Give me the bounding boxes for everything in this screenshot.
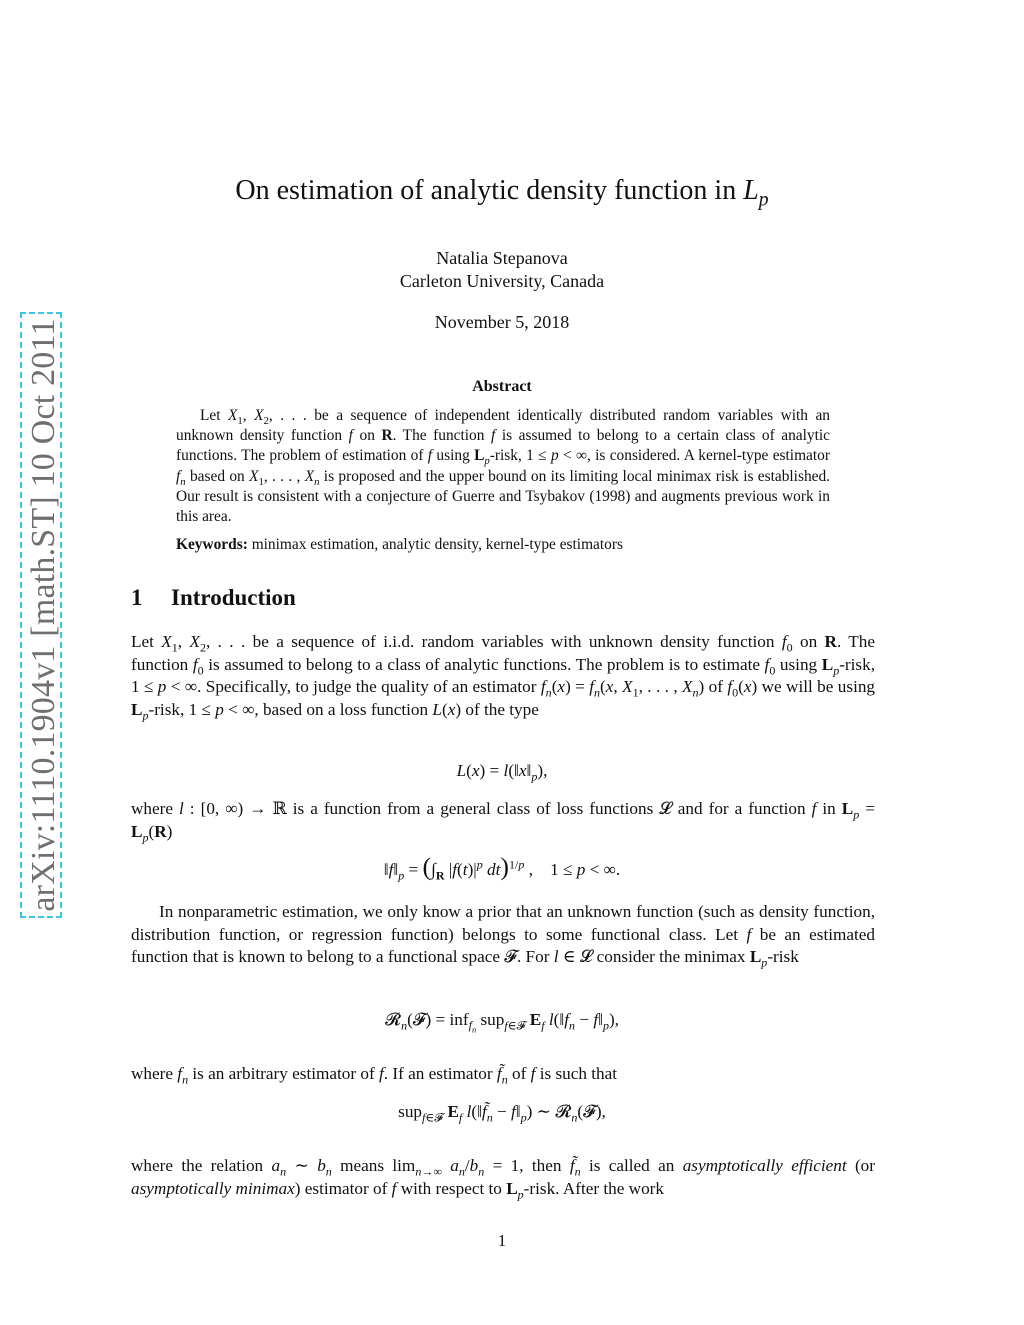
affiliation: Carleton University, Canada [399,271,605,291]
paper-date: November 5, 2018 [434,312,570,332]
abstract-body [176,406,830,527]
paragraph-text: In nonparametric estimation, we only know a prior that an unknown function (such as density function, distribution function, or regression function) belongs to some functional class. Let f be an estimated function that is known to belong to a functional space 𝓕. For l ∈ 𝓛 consider the minimax $L_p$-risk [131,902,875,970]
intro-paragraph-5 [131,1155,875,1200]
title-subscript: p [758,189,769,211]
intro-paragraph-4 [131,1063,875,1086]
section-heading [131,585,296,611]
abstract-text: Let $X_1$, $X_2$, . . . be a sequence of independent identically distributed random variables with an unknown density function f on R. The function f is assumed to belong to a certain class of analytic functions. The problem of estimation of f using $L_p$-risk, 1 ≤ p < ∞, is considered. A kernel-type estimator $f_n$ based on $X_1$, . . . , $X_n$ is proposed and the upper bound on its limiting local minimax risk is established. Our result is consistent with a conjecture of Guerre and Tsybakov (1998) and augments previous work in this area. [176,407,831,526]
keywords-label: Keywords: [176,536,248,553]
paragraph-text: where $f_n$ is an arbitrary estimator of f. If an estimator $f̃_n$ of f is such that [131,1064,618,1087]
intro-paragraph-1 [131,631,875,721]
title-symbol: L [743,175,759,206]
page-number: 1 [497,1231,507,1250]
arxiv-stamp: arXiv:1110.1904v1 [math.ST] 10 Oct 2011 [25,318,62,912]
section-title: Introduction [171,585,296,610]
abstract-heading: Abstract [472,378,532,395]
paragraph-text: Let $X_1$, $X_2$, . . . be a sequence of i.i.d. random variables with unknown density function $f_0$ on R. The function $f_0$ is assumed to belong to a class of analytic functions. The problem is to estimate $f_0$ using $L_p$-risk, 1 ≤ p < ∞. Specifically, to judge the quality of an estimator $f_n(x) = f_n(x$, $X_1$, . . . , $X_n$) of $f_0(x)$ we will be using $L_p$-risk, 1 ≤ p < ∞, based on a loss function L(x) of the type [131,632,876,723]
paragraph-text: where l : [0, ∞) → ℝ is a function from a general class of loss functions 𝓛 and for a function f in $L_p = L_p(R)$ [131,799,875,845]
paragraph-text: where the relation $a_n$ ∼ $b_n$ means $\lim_{n\to\infty} a_n/b_n = 1$, then $f̃_n$ is called an asymptotically efficient (or asymptotically minimax) estimator of f with respect to $L_p$-risk. After the work [131,1156,876,1202]
equation-minimax-risk: 𝓡$_n$(𝓕) = inf$_{f_n}$ sup$_{f\in 𝓕}$ $E_f$ $l(‖f_n$ − $f‖_p$), [385,1010,619,1035]
paper-title [0,175,1004,211]
equation-norm: $‖f‖_p = (\int_R$ $|f(t)|^p$ dt)$^{1/p}$ , 1 ≤ p < ∞. [383,852,621,883]
keywords-line [176,536,836,554]
intro-paragraph-3 [131,901,875,969]
title-text: On estimation of analytic density function in [235,175,737,206]
author-name: Natalia Stepanova [436,248,568,268]
equation-loss: $L(x) = l(‖x‖_p)$, [456,761,548,784]
intro-paragraph-2 [131,798,875,843]
equation-efficiency: sup$_{f\in 𝓕}$ $E_f$ $l(‖f̃_n$ − $f‖_p$) ∼ 𝓡$_n$(𝓕), [398,1102,606,1125]
section-number: 1 [131,585,143,610]
keywords-text: minimax estimation, analytic density, kernel-type estimators [251,536,623,553]
